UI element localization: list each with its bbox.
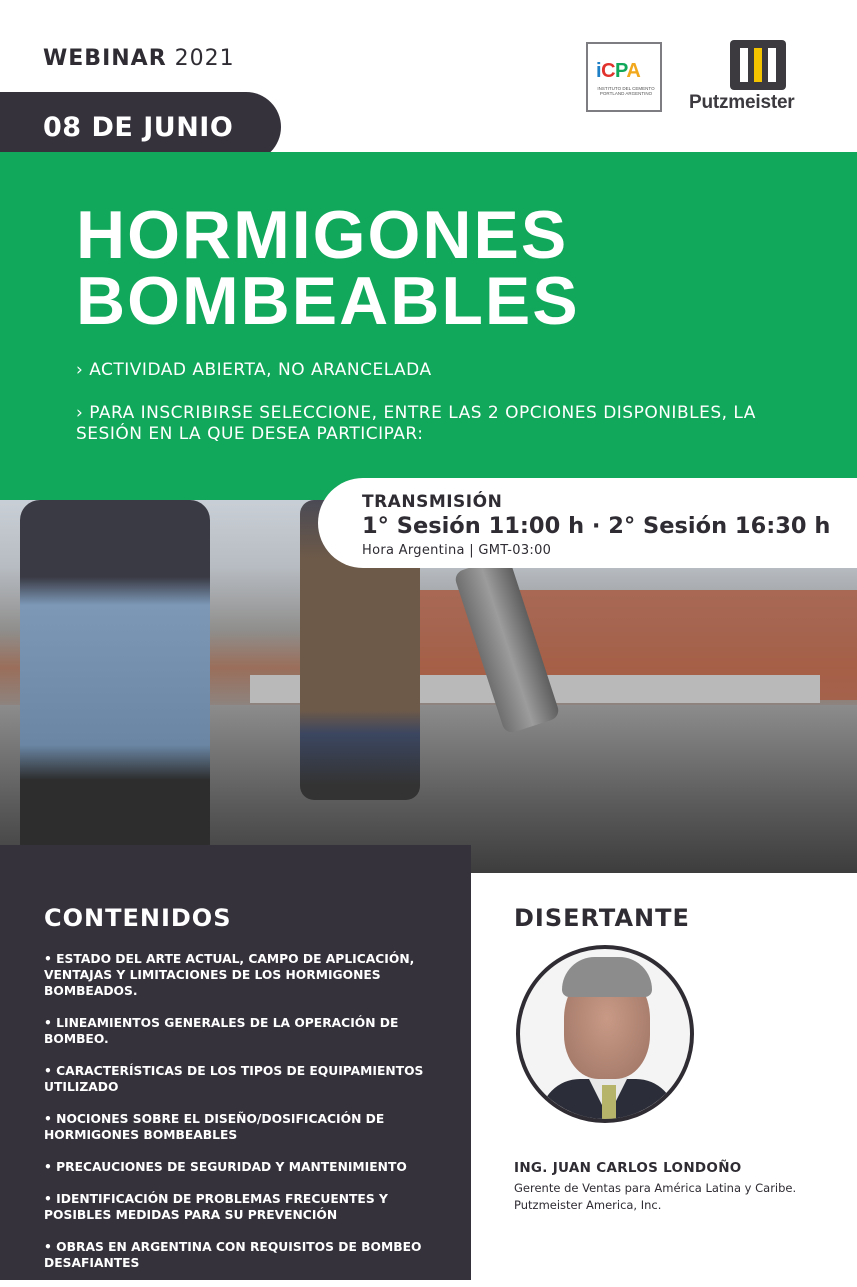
worker-figure [20, 500, 210, 850]
list-item: • NOCIONES SOBRE EL DISEÑO/DOSIFICACIÓN DE HORMIGONES BOMBEABLES [44, 1111, 444, 1143]
speaker-name: ING. JUAN CARLOS LONDOÑO [514, 1160, 742, 1176]
icpa-logo [586, 42, 662, 112]
list-item: • LINEAMIENTOS GENERALES DE LA OPERACIÓN DE BOMBEO. [44, 1015, 444, 1047]
registration-note: › PARA INSCRIBIRSE SELECCIONE, ENTRE LAS 2 OPCIONES DISPONIBLES, LA SESIÓN EN LA QUE DESEA PARTICIPAR: [76, 403, 756, 444]
icpa-logo-text: iCPA [596, 60, 641, 82]
speaker-avatar [516, 945, 694, 1123]
contents-title: CONTENIDOS [44, 904, 232, 932]
avatar-tie [602, 1085, 616, 1123]
speaker-role [514, 1180, 834, 1214]
list-item: • PRECAUCIONES DE SEGURIDAD Y MANTENIMIENTO [44, 1159, 444, 1175]
speaker-company: Putzmeister America, Inc. [514, 1198, 662, 1212]
icpa-subtitle: INSTITUTO DEL CEMENTO PORTLAND ARGENTINO [597, 86, 655, 96]
webinar-word: WEBINAR [43, 46, 167, 71]
title-line-1: HORMIGONES [76, 197, 569, 273]
speaker-role-line-1: Gerente de Ventas para América Latina y Caribe. [514, 1181, 797, 1195]
event-date: 08 DE JUNIO [43, 112, 234, 143]
list-item: • OBRAS EN ARGENTINA CON REQUISITOS DE BOMBEO DESAFIANTES [44, 1239, 444, 1271]
list-item: • IDENTIFICACIÓN DE PROBLEMAS FRECUENTES Y POSIBLES MEDIDAS PARA SU PREVENCIÓN [44, 1191, 444, 1223]
session-times: 1° Sesión 11:00 h · 2° Sesión 16:30 h [362, 513, 831, 539]
avatar-hair [562, 957, 652, 997]
putzmeister-logo-text: Putzmeister [689, 92, 795, 113]
transmission-label: TRANSMISIÓN [362, 492, 503, 512]
list-item: • ESTADO DEL ARTE ACTUAL, CAMPO DE APLICACIÓN, VENTAJAS Y LIMITACIONES DE LOS HORMIGONES BOMBEADOS. [44, 951, 444, 999]
webinar-year: 2021 [174, 46, 235, 71]
contents-list [44, 951, 444, 1287]
list-item: • CARACTERÍSTICAS DE LOS TIPOS DE EQUIPAMIENTOS UTILIZADO [44, 1063, 444, 1095]
webinar-label [43, 46, 235, 71]
title-line-2: BOMBEABLES [76, 263, 580, 339]
timezone-note: Hora Argentina | GMT-03:00 [362, 543, 552, 558]
open-activity-note: › ACTIVIDAD ABIERTA, NO ARANCELADA [76, 360, 432, 380]
speaker-title: DISERTANTE [514, 904, 690, 932]
page-title [76, 197, 580, 339]
putzmeister-logo-icon [730, 40, 786, 90]
